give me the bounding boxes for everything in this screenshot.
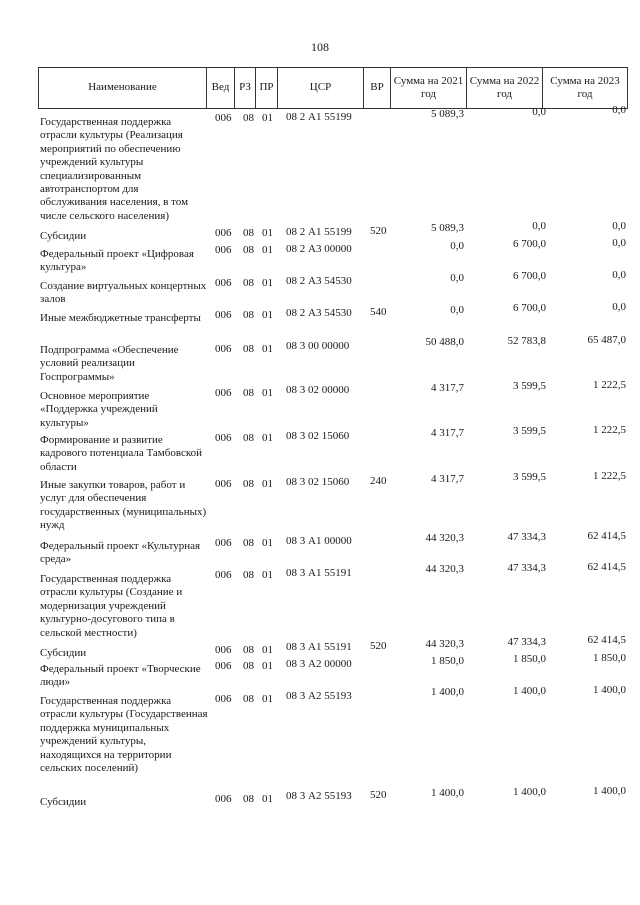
header-rz: РЗ [235,68,256,108]
row-ved: 006 [215,793,232,805]
row-sum-2023: 1 400,0 [593,785,626,797]
row-rz: 08 [243,432,254,444]
header-vr: ВР [364,68,391,108]
row-sum-2021: 1 850,0 [431,655,464,667]
row-sum-2021: 1 400,0 [431,686,464,698]
row-sum-2022: 3 599,5 [513,425,546,437]
row-name: Создание виртуальных концертных залов [40,280,207,306]
row-sum-2023: 0,0 [612,301,626,313]
row-rz: 08 [243,227,254,239]
row-name: Федеральный проект «Цифровая культура» [40,248,194,274]
row-vr: 240 [370,475,387,487]
row-sum-2022: 3 599,5 [513,471,546,483]
row-pr: 01 [262,793,273,805]
row-pr: 01 [262,432,273,444]
row-rz: 08 [243,277,254,289]
row-sum-2022: 52 783,8 [507,335,546,347]
row-sum-2021: 0,0 [450,272,464,284]
row-sum-2022: 47 334,3 [507,531,546,543]
row-name: Основное мероприятие «Поддержка учреждений культуры» [40,390,158,429]
row-rz: 08 [243,387,254,399]
row-vr: 540 [370,306,387,318]
row-sum-2023: 1 222,5 [593,470,626,482]
row-ved: 006 [215,660,232,672]
row-ved: 006 [215,537,232,549]
row-rz: 08 [243,112,254,124]
row-pr: 01 [262,227,273,239]
row-csr: 08 3 А1 55191 [286,567,352,579]
row-sum-2023: 1 850,0 [593,652,626,664]
row-sum-2021: 4 317,7 [431,427,464,439]
row-pr: 01 [262,309,273,321]
row-sum-2022: 0,0 [532,106,546,118]
row-sum-2022: 6 700,0 [513,302,546,314]
row-sum-2023: 0,0 [612,104,626,116]
row-ved: 006 [215,693,232,705]
row-sum-2021: 5 089,3 [431,222,464,234]
row-csr: 08 3 02 15060 [286,430,350,442]
row-rz: 08 [243,478,254,490]
row-sum-2021: 5 089,3 [431,108,464,120]
row-name: Иные закупки товаров, работ и услуг для обеспечения государственных (муниципальных) нужд [40,479,207,532]
row-sum-2023: 0,0 [612,220,626,232]
row-sum-2022: 1 400,0 [513,685,546,697]
row-ved: 006 [215,432,232,444]
row-name: Субсидии [40,647,87,659]
row-pr: 01 [262,343,273,355]
row-name: Федеральный проект «Культурная среда» [40,540,201,566]
row-sum-2021: 0,0 [450,240,464,252]
row-pr: 01 [262,569,273,581]
row-rz: 08 [243,660,254,672]
row-rz: 08 [243,569,254,581]
header-sum-2022: Сумма на 2022 год [467,68,543,108]
row-pr: 01 [262,693,273,705]
header-name: Наименование [39,68,207,108]
row-sum-2023: 62 414,5 [587,530,626,542]
row-sum-2022: 6 700,0 [513,270,546,282]
row-name: Субсидии [40,796,87,808]
row-csr: 08 3 А1 55191 [286,641,352,653]
row-csr: 08 2 А1 55199 [286,226,352,238]
header-pr: ПР [256,68,278,108]
row-ved: 006 [215,387,232,399]
row-sum-2023: 1 222,5 [593,424,626,436]
row-sum-2023: 1 222,5 [593,379,626,391]
row-rz: 08 [243,537,254,549]
row-name: Иные межбюджетные трансферты [40,312,201,324]
row-vr: 520 [370,789,387,801]
row-rz: 08 [243,309,254,321]
row-ved: 006 [215,644,232,656]
row-sum-2021: 44 320,3 [425,638,464,650]
row-vr: 520 [370,225,387,237]
row-sum-2023: 0,0 [612,237,626,249]
header-csr: ЦСР [278,68,364,108]
row-ved: 006 [215,112,232,124]
row-name: Подпрограмма «Обеспечение условий реализации Госпрограммы» [40,344,179,383]
row-name: Государственная поддержка отрасли культуры (Реализация мероприятий по обеспечению учреждений культуры специализированным автотранспортом для обслуживания населения, в том числе сельского населения) [40,116,189,222]
row-pr: 01 [262,660,273,672]
row-vr: 520 [370,640,387,652]
row-sum-2022: 0,0 [532,220,546,232]
row-sum-2021: 1 400,0 [431,787,464,799]
row-sum-2022: 1 400,0 [513,786,546,798]
row-rz: 08 [243,644,254,656]
row-sum-2023: 1 400,0 [593,684,626,696]
row-sum-2021: 0,0 [450,304,464,316]
row-csr: 08 3 00 00000 [286,340,350,352]
row-ved: 006 [215,569,232,581]
row-sum-2022: 6 700,0 [513,238,546,250]
row-rz: 08 [243,343,254,355]
header-ved: Вед [207,68,235,108]
row-pr: 01 [262,244,273,256]
row-csr: 08 3 А2 55193 [286,790,352,802]
table-header [38,67,628,109]
header-sum-2023: Сумма на 2023 год [550,74,620,100]
row-csr: 08 3 А2 55193 [286,690,352,702]
row-ved: 006 [215,277,232,289]
row-sum-2023: 62 414,5 [587,634,626,646]
row-sum-2022: 1 850,0 [513,653,546,665]
row-csr: 08 2 А1 55199 [286,111,352,123]
row-rz: 08 [243,693,254,705]
row-csr: 08 3 А1 00000 [286,535,352,547]
row-ved: 006 [215,343,232,355]
row-rz: 08 [243,793,254,805]
row-pr: 01 [262,537,273,549]
row-sum-2021: 4 317,7 [431,382,464,394]
row-sum-2022: 47 334,3 [507,562,546,574]
row-csr: 08 2 А3 54530 [286,275,352,287]
row-ved: 006 [215,478,232,490]
row-pr: 01 [262,277,273,289]
row-pr: 01 [262,387,273,399]
row-pr: 01 [262,112,273,124]
row-csr: 08 3 02 15060 [286,476,350,488]
row-ved: 006 [215,244,232,256]
row-sum-2021: 50 488,0 [425,336,464,348]
header-sum-2021: Сумма на 2021 год [391,68,467,108]
row-sum-2021: 4 317,7 [431,473,464,485]
row-csr: 08 3 02 00000 [286,384,350,396]
row-sum-2022: 47 334,3 [507,636,546,648]
row-rz: 08 [243,244,254,256]
row-csr: 08 2 А3 00000 [286,243,352,255]
row-sum-2022: 3 599,5 [513,380,546,392]
page-number: 108 [311,40,329,54]
row-name: Субсидии [40,230,87,242]
row-pr: 01 [262,478,273,490]
row-sum-2023: 62 414,5 [587,561,626,573]
row-csr: 08 3 А2 00000 [286,658,352,670]
row-sum-2021: 44 320,3 [425,563,464,575]
row-name: Формирование и развитие кадрового потенциала Тамбовской области [40,434,203,473]
row-pr: 01 [262,644,273,656]
row-sum-2023: 0,0 [612,269,626,281]
row-name: Государственная поддержка отрасли культуры (Государственная поддержка муниципальных учреждений культуры, находящихся на территории сельских поселений) [40,695,208,775]
row-ved: 006 [215,227,232,239]
row-sum-2023: 65 487,0 [587,334,626,346]
row-sum-2021: 44 320,3 [425,532,464,544]
row-name: Государственная поддержка отрасли культуры (Создание и модернизация учреждений культурно-досугового типа в сельской местности) [40,573,183,639]
row-csr: 08 2 А3 54530 [286,307,352,319]
row-name: Федеральный проект «Творческие люди» [40,663,201,689]
row-ved: 006 [215,309,232,321]
